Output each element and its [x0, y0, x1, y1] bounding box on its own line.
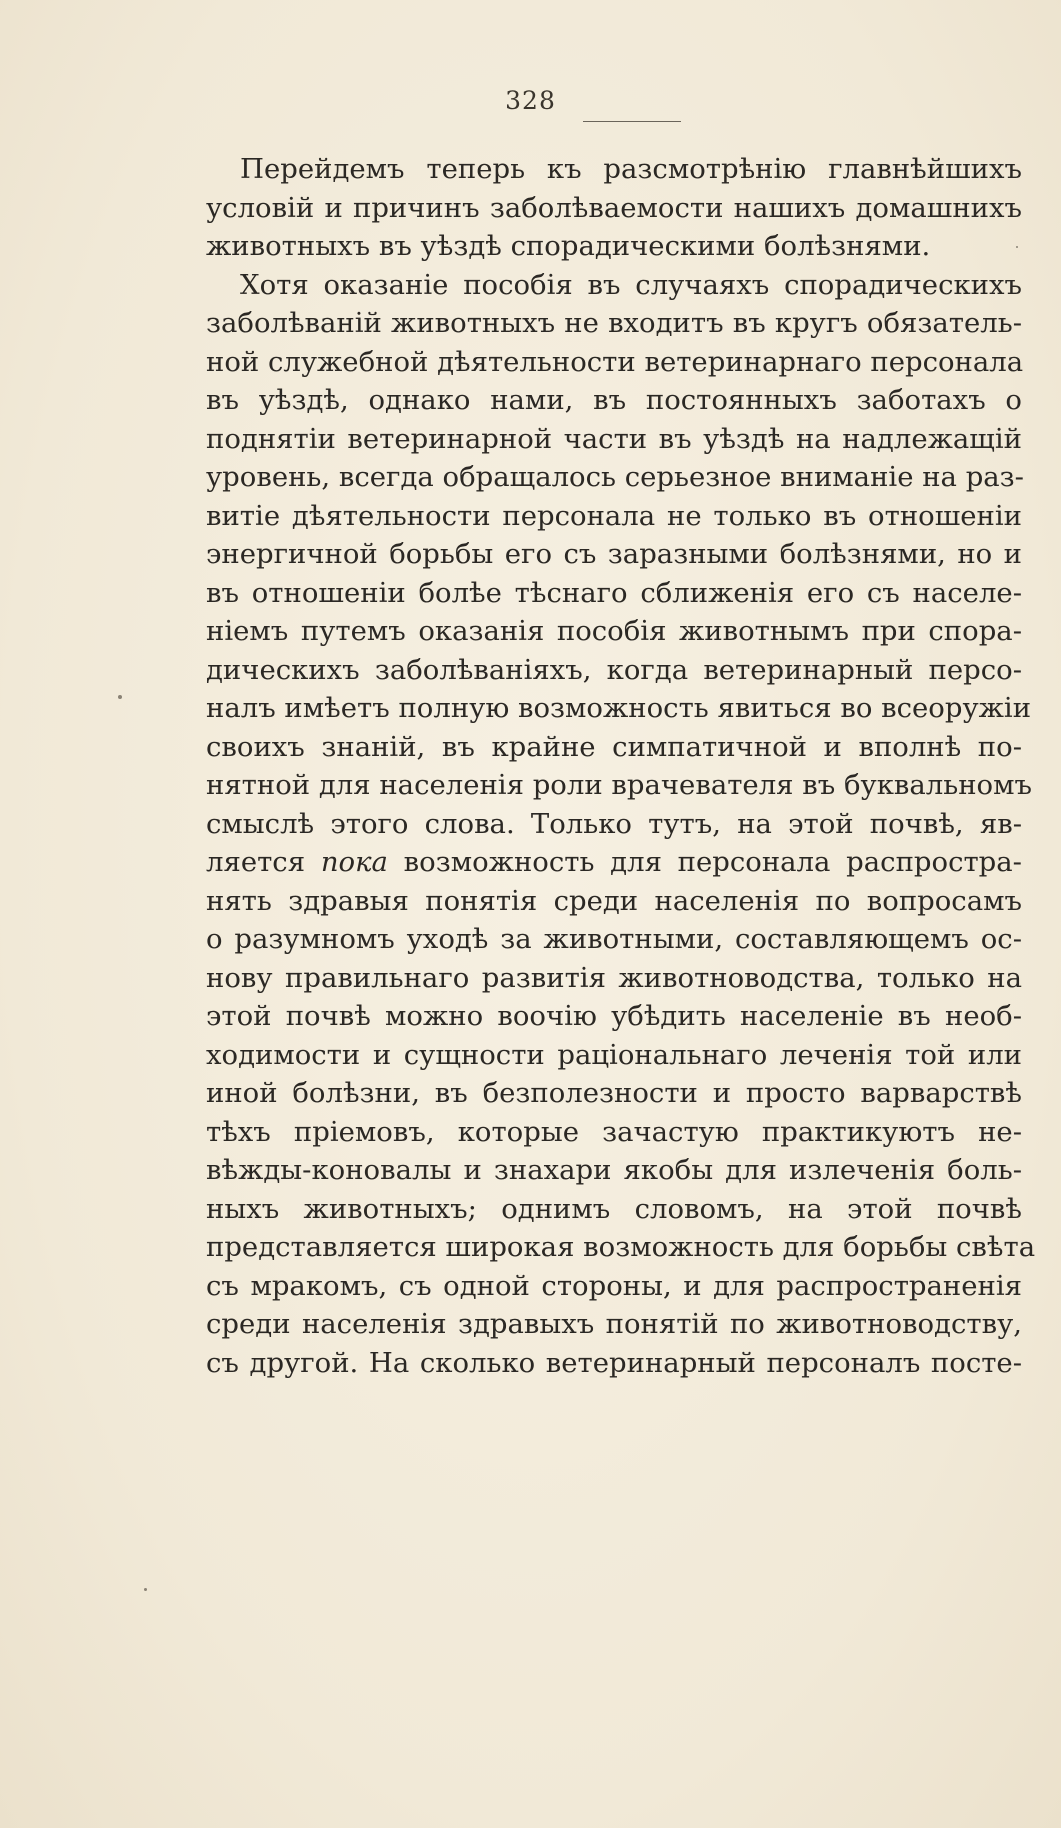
paper-speck	[118, 695, 122, 699]
paper-speck	[1016, 246, 1018, 248]
text-line: представляется широкая возможность для борьбы свѣта	[206, 1231, 1036, 1263]
text-line: налъ имѣетъ полную возможность явиться во всеоружіи	[206, 692, 1032, 724]
text-line: уровень, всегда обращалось серьезное вниманіе на раз-	[206, 461, 1024, 493]
text-line: ныхъ животныхъ; однимъ словомъ, на этой почвѣ	[206, 1192, 1022, 1225]
text-line: витіе дѣятельности персонала не только въ отношеніи	[206, 499, 1022, 532]
text-line: Хотя оказаніе пособія въ случаяхъ спорадическихъ	[240, 268, 1022, 301]
body-text	[206, 150, 1036, 1382]
text-line: тѣхъ пріемовъ, которые зачастую практикуютъ не-	[206, 1115, 1022, 1148]
text-line: ходимости и сущности раціональнаго леченія той или	[206, 1038, 1022, 1071]
text-line: энергичной борьбы его съ заразными болѣзнями, но и	[206, 538, 1022, 570]
text-line: своихъ знаній, въ крайне симпатичной и вполнѣ по-	[206, 730, 1022, 763]
text-line: ніемъ путемъ оказанія пособія животнымъ при спора-	[206, 615, 1022, 647]
text-line: дическихъ заболѣваніяхъ, когда ветеринарный персо-	[206, 653, 1022, 686]
text-line: животныхъ въ уѣздѣ спорадическими болѣзнями.	[206, 230, 931, 262]
text-line: вѣжды-коновалы и знахари якобы для излеченія боль-	[206, 1154, 1022, 1186]
text-line: ной служебной дѣятельности ветеринарнаго персонала	[206, 345, 1024, 378]
text-line: съ мракомъ, съ одной стороны, и для распространенія	[206, 1269, 1022, 1302]
text-segment: ляется	[206, 846, 321, 878]
text-line: въ уѣздѣ, однако нами, въ постоянныхъ заботахъ о	[206, 384, 1022, 416]
text-line: смыслѣ этого слова. Только тутъ, на этой почвѣ, яв-	[206, 807, 1022, 840]
text-line: Перейдемъ теперь къ разсмотрѣнію главнѣйшихъ	[240, 153, 1022, 185]
text-line	[206, 843, 1022, 882]
text-segment: возможность для персонала распростра-	[387, 846, 1022, 878]
text-line: поднятіи ветеринарной части въ уѣздѣ на надлежащій	[206, 422, 1022, 455]
text-line: условій и причинъ заболѣваемости нашихъ домашнихъ	[206, 191, 1022, 224]
text-line: иной болѣзни, въ безполезности и просто варварствѣ	[206, 1077, 1022, 1109]
text-line: нову правильнаго развитія животноводства, только на	[206, 961, 1022, 994]
text-line: о разумномъ уходѣ за животными, составляющемъ ос-	[206, 923, 1022, 955]
text-line: нять здравыя понятія среди населенія по вопросамъ	[206, 884, 1022, 917]
text-line: этой почвѣ можно воочію убѣдить населеніе въ необ-	[206, 1000, 1022, 1032]
text-line: заболѣваній животныхъ не входитъ въ кругъ обязатель-	[206, 307, 1022, 339]
paper-speck	[144, 1588, 147, 1591]
text-line: съ другой. На сколько ветеринарный персоналъ посте-	[206, 1346, 1022, 1379]
page-number-rule	[583, 121, 681, 122]
text-line: въ отношеніи болѣе тѣснаго сближенія его съ населе-	[206, 576, 1022, 609]
text-line: нятной для населенія роли врачевателя въ буквальномъ	[206, 769, 1032, 801]
text-line: среди населенія здравыхъ понятій по животноводству,	[206, 1308, 1022, 1340]
emphasized-word: пока	[320, 846, 388, 878]
page-number: 328	[505, 86, 556, 115]
